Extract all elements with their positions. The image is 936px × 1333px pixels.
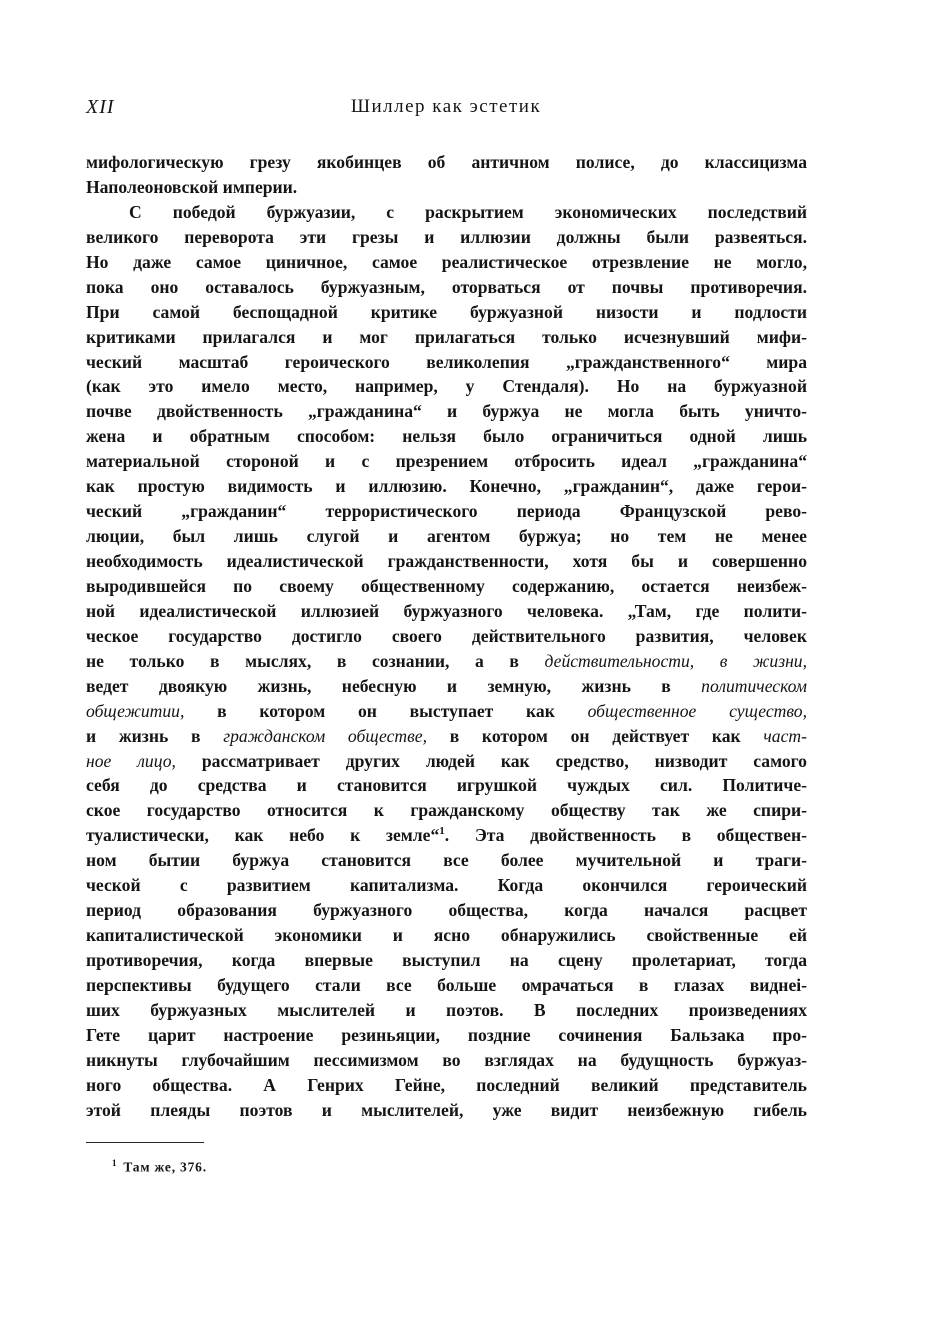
text-span: период образования буржуазного общества, когда начался расцвет: [86, 900, 807, 921]
text-line: [86, 399, 807, 424]
text-line: [86, 225, 807, 250]
italic-text: общественное существо,: [587, 700, 807, 721]
text-line: [86, 873, 807, 898]
text-span: ном бытии буржуа становится все более мучительной и траги-: [86, 850, 807, 871]
text-span: ного общества. А Генрих Гейне, последний великий представитель: [86, 1074, 807, 1095]
italic-text: политическом: [701, 675, 807, 696]
text-span: мифологическую грезу якобинцев об античном полисе, до классицизма: [86, 152, 807, 172]
text-span: и жизнь в: [86, 725, 224, 746]
page-header: [86, 96, 806, 126]
text-span: ших буржуазных мыслителей и поэтов. В последних произведениях: [86, 999, 807, 1020]
text-span: материальной стороной и с презрением отбросить идеал „гражданина“: [86, 451, 807, 472]
text-line: [86, 275, 807, 300]
text-span: ческой с развитием капитализма. Когда окончился героический: [86, 875, 807, 896]
text-line: [86, 599, 807, 624]
text-span: (как это имело место, например, у Стендаля). Но на буржуазной: [86, 376, 807, 397]
italic-text: гражданском обществе,: [223, 725, 427, 746]
text-span: Наполеоновской империи.: [86, 176, 298, 197]
text-line: [86, 524, 807, 549]
footnote-reference: 1: [439, 825, 445, 838]
text-span: противоречия, когда впервые выступил на сцену пролетариат, тогда: [86, 950, 807, 970]
text-line: [86, 1023, 807, 1048]
text-span: жена и обратным способом: нельзя было ограничиться одной лишь: [86, 426, 807, 447]
text-line: [86, 549, 807, 574]
text-line: [86, 574, 807, 599]
text-line: [86, 250, 807, 275]
footnote: [112, 1158, 207, 1176]
text-line: [86, 724, 807, 749]
text-span: Но даже самое циничное, самое реалистическое отрезвление не могло,: [86, 251, 807, 272]
text-line: [86, 325, 807, 350]
text-span: пока оно оставалось буржуазным, оторваться от почвы противоречия.: [86, 276, 807, 297]
text-span: великого переворота эти грезы и иллюзии должны были развеяться.: [86, 226, 807, 247]
page-number: XII: [86, 96, 115, 118]
text-span: этой плеяды поэтов и мыслителей, уже видит неизбежную гибель: [86, 1099, 807, 1120]
text-line: [86, 998, 807, 1023]
text-line: [86, 823, 807, 848]
text-span: ческий „гражданин“ террористического периода Французской рево-: [86, 501, 807, 522]
text-span: в котором он действует как: [426, 725, 764, 746]
italic-text: общежитии,: [86, 700, 185, 721]
text-span: перспективы будущего стали все больше омрачаться в глазах виднei-: [86, 974, 807, 995]
text-span: . Эта двойственность в обществен-: [444, 825, 807, 846]
text-line: [86, 848, 807, 873]
text-span: в котором он выступает как: [184, 700, 588, 721]
text-span: ведет двоякую жизнь, небесную и земную, жизнь в: [86, 675, 702, 696]
text-line: [86, 1098, 807, 1123]
text-line: [86, 1073, 807, 1098]
text-line: [86, 150, 807, 175]
running-title: Шиллер как эстетик: [350, 96, 542, 117]
text-span: ной идеалистической иллюзией буржуазного человека. „Там, где полити-: [86, 600, 807, 621]
text-line: [86, 350, 807, 375]
text-span: ческий масштаб героического великолепия „гражданственного“ мира: [86, 351, 807, 372]
text-line: [86, 798, 807, 823]
footnote-text: Там же, 376.: [123, 1159, 207, 1175]
text-line: [86, 624, 807, 649]
italic-text: част-: [763, 725, 807, 746]
text-span: никнуты глубочайшим пессимизмом во взглядах на будущность буржуаз-: [86, 1049, 807, 1070]
text-line: [86, 948, 807, 973]
text-span: люции, был лишь слугой и агентом буржуа; но тем не менее: [86, 526, 807, 547]
text-span: Гете царит настроение резиньяции, поздние сочинения Бальзака про-: [86, 1024, 807, 1045]
text-span: почве двойственность „гражданина“ и буржуа не могла быть уничто-: [86, 401, 807, 422]
text-span: С победой буржуазии, с раскрытием экономических последствий: [129, 201, 807, 222]
text-span: рассматривает других людей как средство, низводит самого: [175, 750, 807, 771]
text-line: [86, 300, 807, 325]
italic-text: ное лицо,: [86, 750, 176, 771]
text-span: не только в мыслях, в сознании, а в: [86, 650, 545, 671]
text-line: [86, 474, 807, 499]
text-span: себя до средства и становится игрушкой чуждых сил. Политиче-: [86, 775, 807, 796]
text-line: [86, 175, 807, 200]
text-span: ское государство относится к гражданскому обществу так же спири-: [86, 800, 807, 821]
text-line: [86, 749, 807, 774]
text-line: [86, 773, 807, 798]
text-line: [86, 674, 807, 699]
text-span: выродившейся по своему общественному содержанию, остается неизбеж-: [86, 575, 807, 596]
italic-text: действительности, в жизни,: [544, 650, 807, 671]
text-span: как простую видимость и иллюзию. Конечно, „гражданин“, даже герои-: [86, 476, 807, 497]
text-line: [86, 449, 807, 474]
text-line: [86, 200, 807, 225]
footnote-mark: 1: [112, 1158, 118, 1168]
text-line: [86, 923, 807, 948]
text-span: туалистически, как небо к земле“: [86, 825, 440, 846]
text-line: [86, 424, 807, 449]
text-line: [86, 1048, 807, 1073]
text-line: [86, 973, 807, 998]
text-line: [86, 898, 807, 923]
text-span: капиталистической экономики и ясно обнаружились свойственные ей: [86, 925, 807, 946]
text-line: [86, 499, 807, 524]
text-span: критиками прилагался и мог прилагаться только исчезнувший мифи-: [86, 326, 807, 347]
text-line: [86, 649, 807, 674]
text-span: необходимость идеалистической гражданственности, хотя бы и совершенно: [86, 551, 807, 571]
body-text: [86, 150, 807, 1123]
text-span: При самой беспощадной критике буржуазной низости и подлости: [86, 301, 807, 322]
text-line: [86, 374, 807, 399]
text-span: ческое государство достигло своего действительного развития, человек: [86, 625, 807, 646]
text-line: [86, 699, 807, 724]
footnote-rule: [86, 1142, 204, 1143]
